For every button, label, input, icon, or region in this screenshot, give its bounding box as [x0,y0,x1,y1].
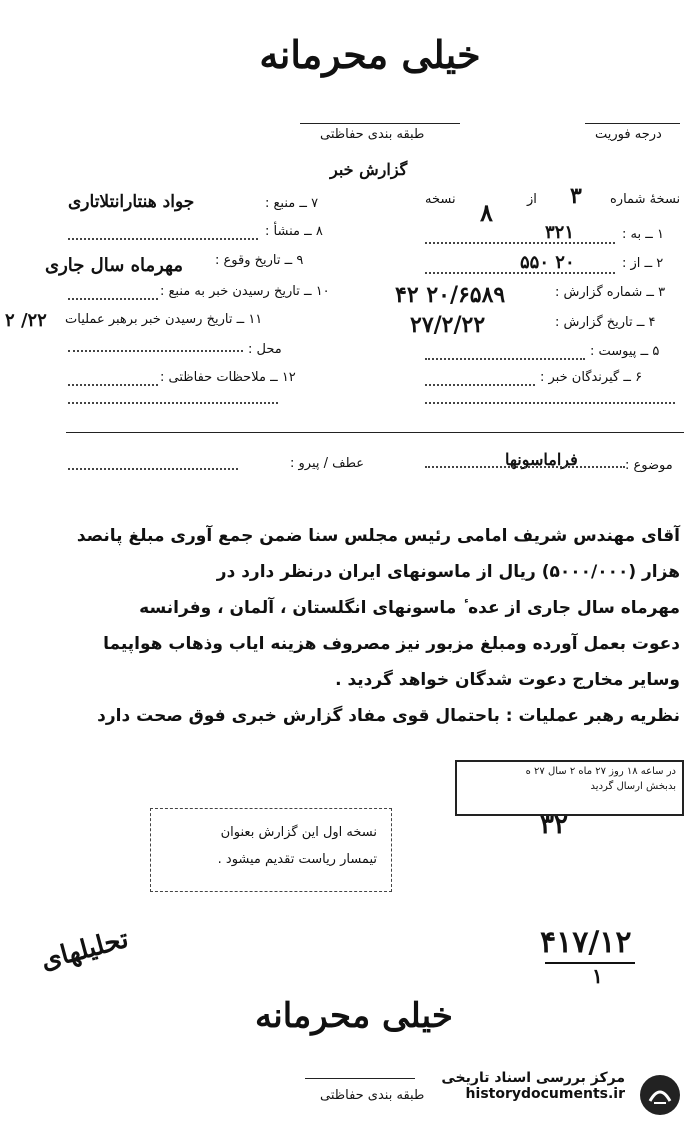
to-value: ۳۲۱ [545,222,575,243]
date-event-value: مهرماه سال جاری [45,255,183,276]
date-received-leader-value: ۲۲/ ۲ [5,310,47,331]
report-no-value: ۲۰/۶۵۸۹ ۴۲ [395,282,506,308]
date-received-leader-label: ۱۱ ــ تاریخ رسیدن خبر برهبر عملیات [65,312,263,327]
date-received-source-dots [68,298,158,300]
subject-label: موضوع : [625,458,673,473]
report-body [30,518,680,734]
from-value: ۲۰ ۵۵۰ [520,252,575,273]
origin-dots [68,238,258,240]
to-label: ۱ ــ به : [622,227,664,242]
notes-dots [68,384,158,386]
place-label: محل : [248,342,282,357]
notes-label: ۱۲ ــ ملاحظات حفاظتی : [160,370,296,385]
classification-stamp-top: خیلی محرمانه [259,32,481,77]
footer-rule [305,1078,415,1079]
report-date-value: ۲۷/۲/۲۲ [410,312,486,338]
subject-value: فراماسونها [505,450,578,469]
watermark [425,1070,625,1102]
relation-label: عطف / پیرو : [290,456,365,471]
watermark-url: historydocuments.ir [465,1086,625,1102]
from-label: ۲ ــ از : [622,256,664,271]
body-line: مهرماه سال جاری از عده ٔ ماسونهای انگلستان ، آلمان ، وفرانسه [139,598,680,618]
priority-label: درجه فوریت [595,127,662,142]
origin-label: ۸ ــ منشأ : [265,224,323,239]
body-line: هزار (۵۰۰۰/۰۰۰) ریال از ماسونهای ایران درنظر دارد در [216,562,680,582]
source-label: ۷ ــ منبع : [265,196,319,211]
relation-dots [68,468,238,470]
copies-label: نسخه [425,192,456,207]
source-value: جواد هنتارانتلاتاری [68,192,195,212]
priority-rule [585,123,680,124]
from-dots [425,272,615,274]
archive-stamp [455,760,684,816]
body-line: آقای مهندس شریف امامی رئیس مجلس سنا ضمن جمع آوری مبلغ پانصد [76,526,680,546]
body-line: نظریه رهبر عملیات : باحتمال قوی مفاد گزارش خبری فوق صحت دارد [97,706,680,726]
copy-no-label: نسخهٔ شماره [610,192,681,207]
copy-no-value: ۳ [570,183,582,209]
recipients-label: ۶ ــ گیرندگان خبر : [540,370,643,385]
archive-handwritten: ۳۲ [540,810,568,840]
handwritten-signature: تحلیلهای [37,923,132,977]
report-title: گزارش خبر [330,160,408,179]
archive-logo-icon [640,1075,680,1115]
footer-security-class-label: طبقه بندی حفاظتی [320,1088,425,1103]
body-line: وسایر مخارج دعوت شدگان خواهد گردید . [335,670,680,690]
security-class-rule [300,123,460,124]
handwritten-fraction-bar [545,962,635,964]
archive-stamp-line1: در ساعه ۱۸ روز ۲۷ ماه ۲ سال ۲۷ ه [525,766,676,777]
archive-stamp-line2: بدبخش ارسال گردید [590,781,676,792]
attachment-label: ۵ ــ پیوست : [590,344,660,359]
of-label: از [527,192,537,207]
watermark-title: مرکز بررسی اسناد تاریخی [441,1070,625,1086]
total-copies-value: ۸ [480,198,493,227]
notes-dots-2 [68,402,278,404]
handwritten-denominator: ۱ [592,964,603,988]
to-dots [425,242,615,244]
handwritten-number: ۴۱۷/۱۲ [540,925,632,960]
place-dots [68,350,243,352]
section-divider [66,432,684,433]
report-date-label: ۴ ــ تاریخ گزارش : [555,315,656,330]
note-box-line2: تیمسار ریاست تقدیم میشود . [217,852,377,867]
recipients-dots-2 [425,402,675,404]
body-line: دعوت بعمل آورده ومبلغ مزبور نیز مصروف هزینه ایاب وذهاب هواپیما [103,634,680,654]
recipients-dots [425,384,535,386]
date-received-source-label: ۱۰ ــ تاریخ رسیدن خبر به منبع : [160,284,330,299]
date-event-label: ۹ ــ تاریخ وقوع : [215,253,304,268]
subject-dots [425,466,625,468]
note-box-line1: نسخه اول این گزارش بعنوان [220,825,377,840]
note-box [150,808,392,892]
classification-stamp-bottom: خیلی محرمانه [255,996,453,1036]
attachment-dots [425,358,585,360]
security-class-label: طبقه بندی حفاظتی [320,127,425,142]
report-no-label: ۳ ــ شماره گزارش : [555,285,666,300]
